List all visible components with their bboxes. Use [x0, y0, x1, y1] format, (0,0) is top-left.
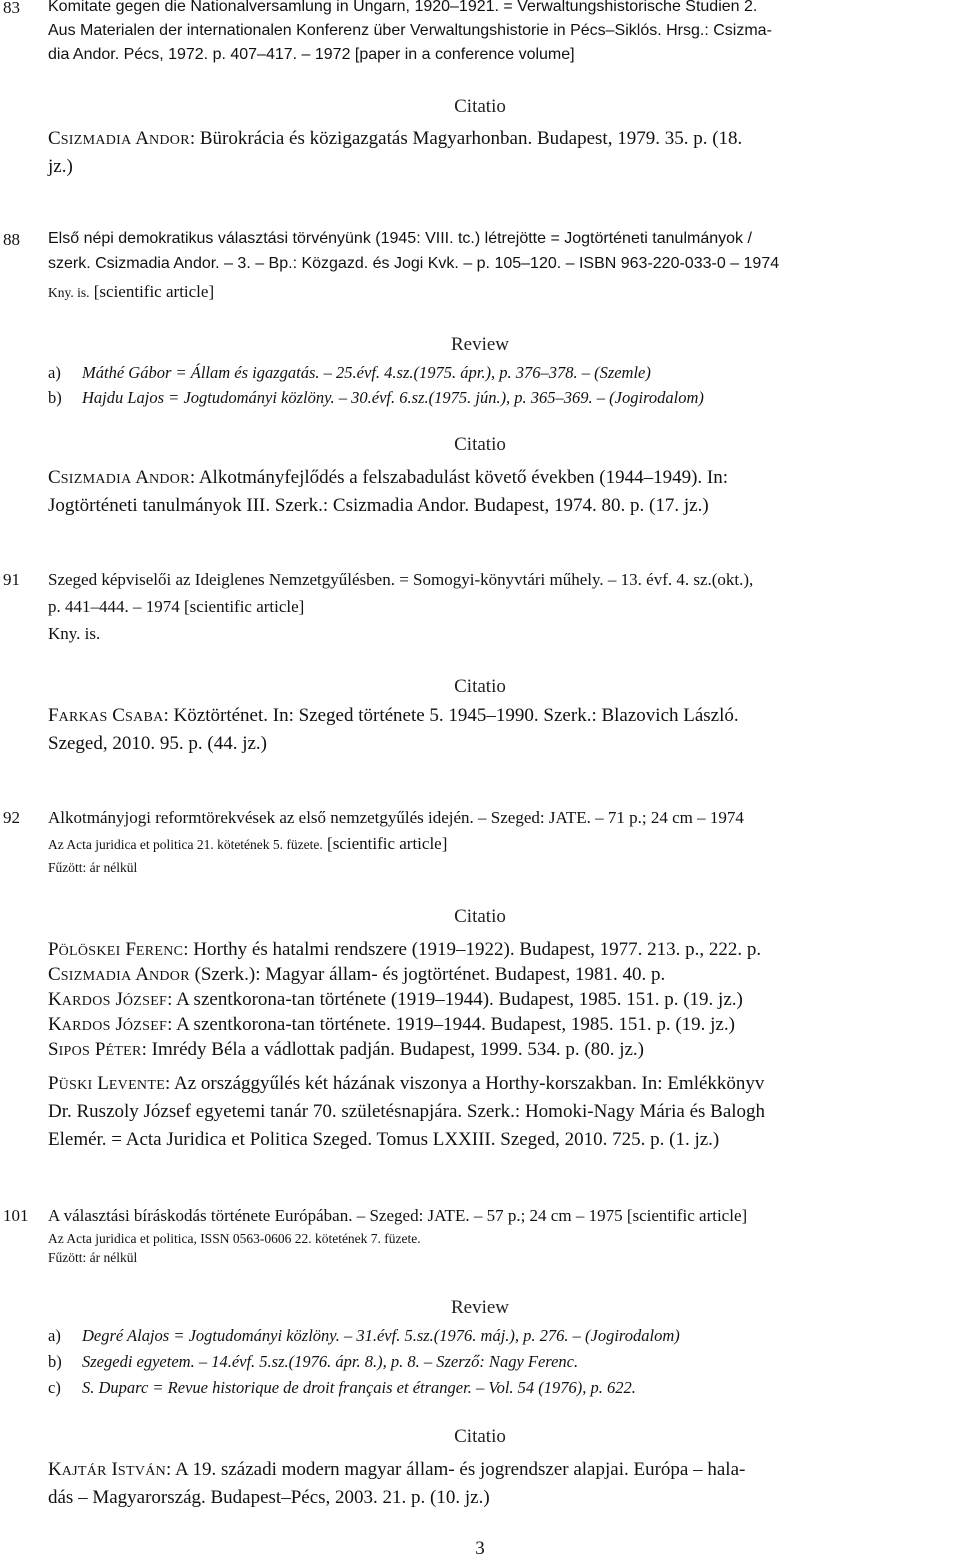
entry-number: 88: [3, 230, 20, 249]
citation-continuation: dás – Magyarország. Budapest–Pécs, 2003. 21. p. (10. jz.): [48, 1487, 490, 1508]
review-item: b) Hajdu Lajos = Jogtudományi közlöny. – 30.évf. 6.sz.(1975. jún.), p. 365–369. – (Jogirodalom): [48, 388, 704, 407]
citation: PÖLÖSKEI FERENC: Horthy és hatalmi rendszere (1919–1922). Budapest, 1977. 213. p., 222. p.: [48, 939, 762, 960]
review-item: c) S. Duparc = Revue historique de droit français et étranger. – Vol. 54 (1976), p. 622.: [48, 1378, 636, 1397]
entry-title-line: Első népi demokratikus választási törvényünk (1945: VIII. tc.) létrejötte = Jogtörténeti tanulmányok /: [48, 230, 752, 247]
citation: CSIZMADIA ANDOR: Alkotmányfejlődés a felszabadulást követő években (1944–1949). In:: [48, 467, 729, 488]
entry-notes: Az Acta juridica et politica 21. kötetének 5. füzete. [scientific article]: [48, 834, 448, 853]
entry-title-line: Aus Materialen der internationalen Konferenz über Verwaltungshistorie in Pécs–Siklós. Hrsg.: Csizma-: [48, 22, 772, 39]
entry-number: 83: [3, 0, 20, 17]
citatio-heading: Citatio: [454, 906, 506, 927]
entry-number: 92: [3, 808, 20, 827]
entry-number: 101: [3, 1206, 29, 1225]
citation: SIPOS PÉTER: Imrédy Béla a vádlottak padján. Budapest, 1999. 534. p. (80. jz.): [48, 1039, 644, 1060]
citation: PÜSKI LEVENTE: Az országgyűlés két házának viszonya a Horthy-korszakban. In: Emlékkönyv: [48, 1073, 765, 1094]
entry-title-line: szerk. Csizmadia Andor. – 3. – Bp.: Közgazd. és Jogi Kvk. – p. 105–120. – ISBN 963-220-033-0 – 1974: [48, 255, 780, 272]
entry-title-line: A választási bíráskodás története Európában. – Szeged: JATE. – 57 p.; 24 cm – 1975 [scientific article]: [48, 1206, 748, 1225]
citation: KARDOS JÓZSEF: A szentkorona-tan története. 1919–1944. Budapest, 1985. 151. p. (19. jz.): [48, 1014, 735, 1035]
page-number: 3: [475, 1538, 485, 1559]
review-item: b) Szegedi egyetem. – 14.évf. 5.sz.(1976. ápr. 8.), p. 8. – Szerző: Nagy Ferenc.: [48, 1352, 579, 1371]
entry-title-line: Szeged képviselői az Ideiglenes Nemzetgyűlésben. = Somogyi-könyvtári műhely. – 13. évf. 4. sz.(okt.),: [48, 570, 754, 589]
entry-notes: Kny. is.: [48, 624, 101, 643]
citation-continuation: jz.): [48, 156, 73, 177]
citation: KAJTÁR ISTVÁN: A 19. századi modern magyar állam- és jogrendszer alapjai. Európa – hala-: [48, 1459, 746, 1480]
review-heading: Review: [450, 1297, 510, 1318]
citation-continuation: Jogtörténeti tanulmányok III. Szerk.: Csizmadia Andor. Budapest, 1974. 80. p. (17. jz.): [48, 495, 709, 516]
entry-notes: Az Acta juridica et politica, ISSN 0563-0606 22. kötetének 7. füzete.: [48, 1231, 421, 1246]
citation: CSIZMADIA ANDOR: Bürokrácia és közigazgatás Magyarhonban. Budapest, 1979. 35. p. (18.: [48, 128, 743, 149]
citation: FARKAS CSABA: Köztörténet. In: Szeged története 5. 1945–1990. Szerk.: Blazovich László.: [48, 705, 739, 726]
citation-continuation: Elemér. = Acta Juridica et Politica Szeged. Tomus LXXIII. Szeged, 2010. 725. p. (1. jz.): [48, 1129, 720, 1150]
review-item: a) Degré Alajos = Jogtudományi közlöny. – 31.évf. 5.sz.(1976. máj.), p. 276. – (Jogirodalom): [48, 1326, 680, 1345]
citation-continuation: Dr. Ruszoly József egyetemi tanár 70. születésnapjára. Szerk.: Homoki-Nagy Mária és Balogh: [48, 1101, 766, 1122]
entry-notes: Fűzött: ár nélkül: [48, 1250, 138, 1265]
entry-title-line: Alkotmányjogi reformtörekvések az első nemzetgyűlés idején. – Szeged: JATE. – 71 p.; 24 cm – 1974: [48, 808, 744, 827]
citatio-heading: Citatio: [454, 434, 506, 455]
citatio-heading: Citatio: [454, 676, 506, 697]
entry-notes: Kny. is. [scientific article]: [48, 282, 215, 301]
citatio-heading: Citatio: [454, 1426, 506, 1447]
entry-title-line: p. 441–444. – 1974 [scientific article]: [48, 597, 305, 616]
review-item: a) Máthé Gábor = Állam és igazgatás. – 25.évf. 4.sz.(1975. ápr.), p. 376–378. – (Szemle): [48, 363, 651, 382]
citation-continuation: Szeged, 2010. 95. p. (44. jz.): [48, 733, 267, 754]
citation: KARDOS JÓZSEF: A szentkorona-tan története (1919–1944). Budapest, 1985. 151. p. (19. jz.): [48, 989, 743, 1010]
review-heading: Review: [450, 334, 510, 355]
entry-title-line: Komitate gegen die Nationalversamlung in Ungarn, 1920–1921. = Verwaltungshistorische Studien 2.: [48, 0, 758, 15]
entry-number: 91: [3, 570, 20, 589]
entry-notes: Fűzött: ár nélkül: [48, 860, 138, 875]
citatio-heading: Citatio: [454, 96, 506, 117]
citation: CSIZMADIA ANDOR (Szerk.): Magyar állam- és jogtörténet. Budapest, 1981. 40. p.: [48, 964, 666, 985]
entry-title-line: dia Andor. Pécs, 1972. p. 407–417. – 1972 [paper in a conference volume]: [48, 46, 575, 63]
